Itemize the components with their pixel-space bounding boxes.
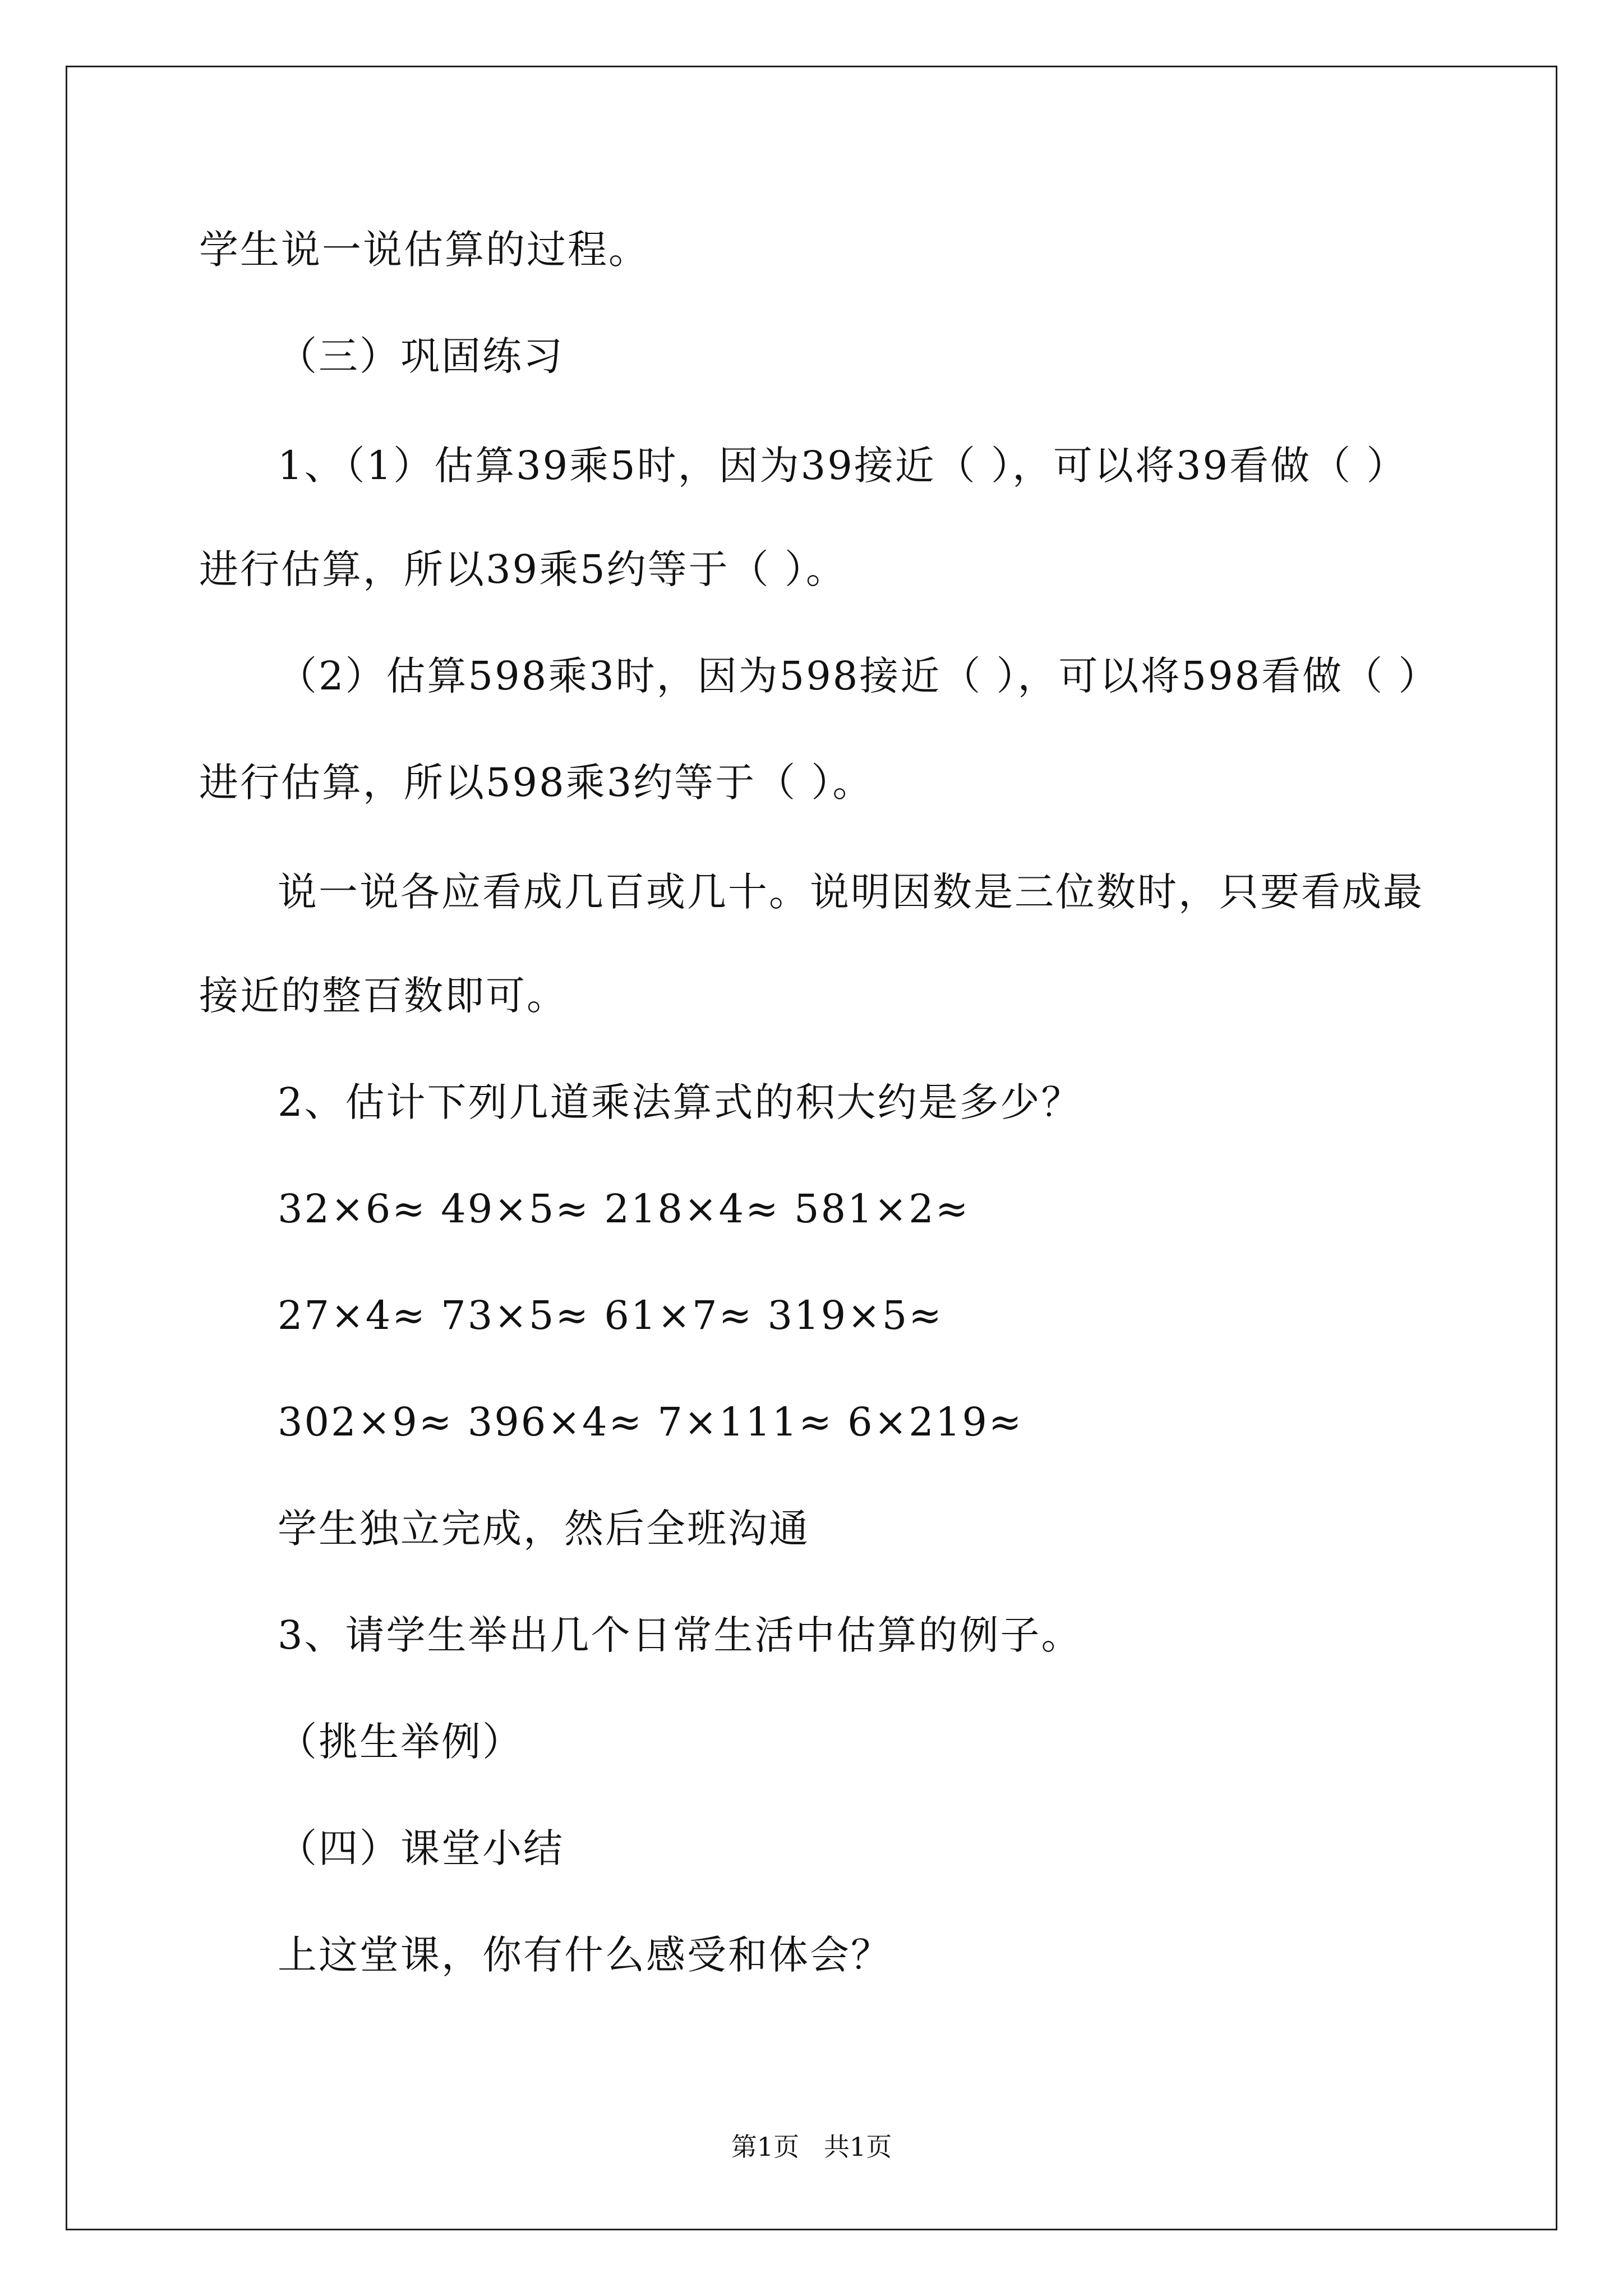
page-footer: 第1页 共1页 [731, 2132, 892, 2162]
math-line: 27×4≈ 73×5≈ 61×7≈ 319×5≈ [278, 1292, 943, 1338]
text-line: 接近的整百数即可。 [199, 973, 568, 1019]
math-line: 302×9≈ 396×4≈ 7×111≈ 6×219≈ [278, 1399, 1023, 1445]
text-line: 上这堂课，你有什么感受和体会？ [278, 1932, 892, 1978]
text-line: 进行估算，所以598乘3约等于（ ）。 [199, 760, 874, 806]
text-line: 说一说各应看成几百或几十。说明因数是三位数时，只要看成最 [278, 869, 1424, 915]
text-line: 1、（1）估算39乘5时，因为39接近（ ），可以将39看做（ ） [278, 443, 1408, 489]
text-line: 学生独立完成，然后全班沟通 [278, 1506, 810, 1552]
text-line: 2、估计下列几道乘法算式的积大约是多少？ [278, 1079, 1082, 1125]
text-line: （挑生举例） [278, 1719, 523, 1765]
math-line: 32×6≈ 49×5≈ 218×4≈ 581×2≈ [278, 1186, 970, 1232]
section-heading: （三）巩固练习 [278, 333, 564, 379]
text-line: 进行估算，所以39乘5约等于（ ）。 [199, 546, 847, 592]
section-heading: （四）课堂小结 [278, 1825, 564, 1871]
text-line: 学生说一说估算的过程。 [199, 227, 649, 273]
text-line: 3、请学生举出几个日常生活中估算的例子。 [278, 1612, 1082, 1658]
text-line: （2）估算598乘3时，因为598接近（ ），可以将598看做（ ） [278, 653, 1440, 699]
page-border [66, 66, 1557, 2230]
